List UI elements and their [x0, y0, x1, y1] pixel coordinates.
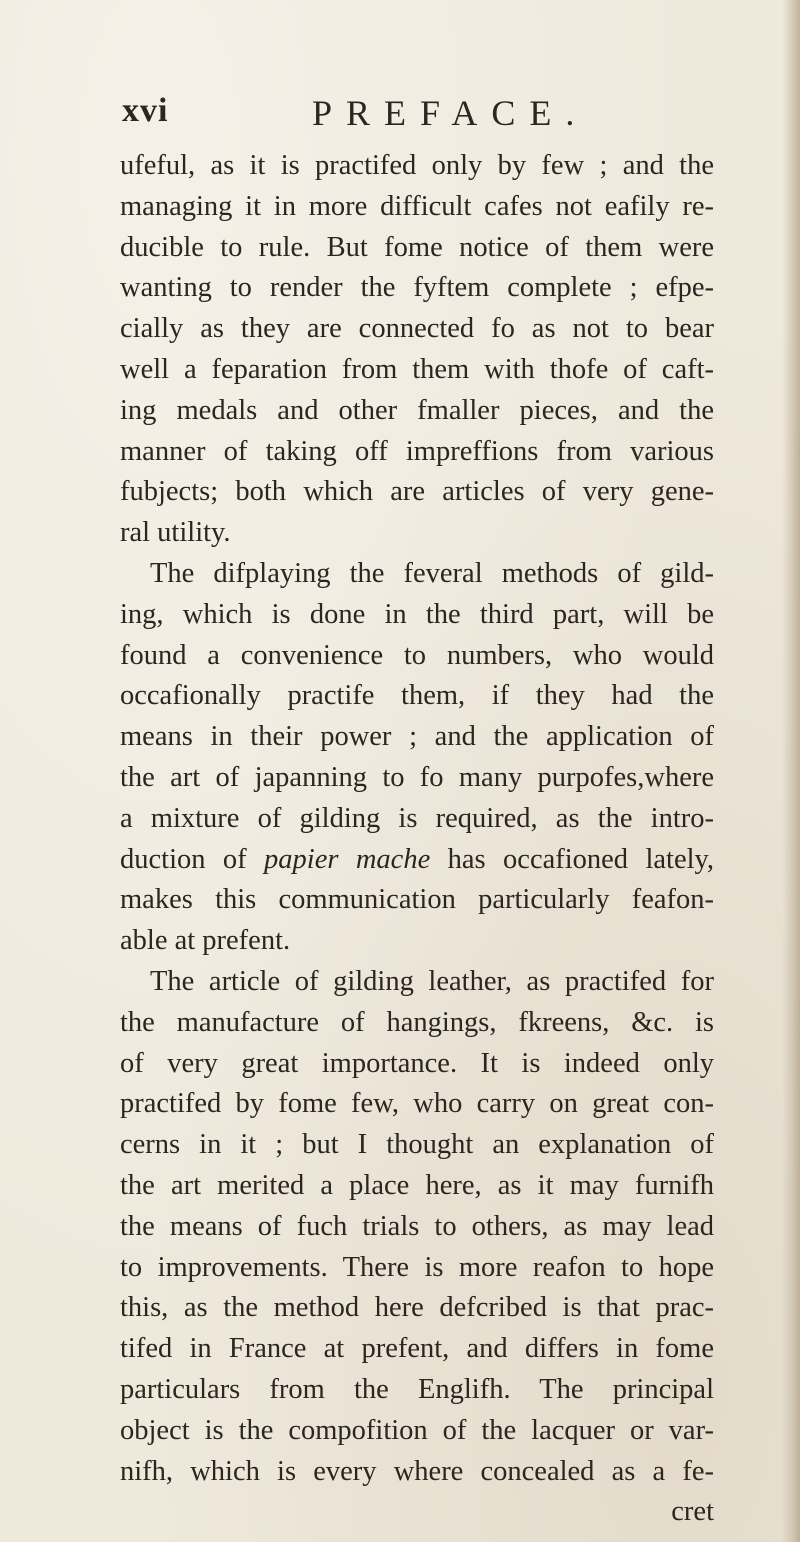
page-header — [122, 92, 682, 142]
text-line: nifh, which is every where concealed as a fe- — [120, 1455, 714, 1487]
catchword: cret — [671, 1496, 714, 1528]
text-segment: has occafioned lately, — [447, 843, 715, 875]
text-line: fubjects; both which are articles of very gene- — [120, 476, 714, 508]
text-line: means in their power ; and the application of — [120, 721, 714, 753]
text-line: managing it in more difficult cafes not eafily re- — [120, 190, 714, 222]
text-line: makes this communication particularly feafon- — [120, 884, 714, 916]
text-segment: duction of — [120, 843, 247, 875]
text-line: well a feparation from them with thofe of caft- — [120, 353, 714, 385]
page-number: xvi — [122, 92, 169, 129]
text-line: ing medals and other fmaller pieces, and the — [120, 394, 714, 426]
text-line: the art merited a place here, as it may furnifh — [120, 1169, 714, 1201]
text-line: ral utility. — [120, 517, 231, 549]
text-line: tifed in France at prefent, and differs in fome — [120, 1333, 714, 1365]
page-edge-shadow — [782, 0, 800, 1542]
text-line: the manufacture of hangings, fkreens, &c. is — [120, 1006, 714, 1038]
text-line: this, as the method here defcribed is that prac- — [120, 1292, 714, 1324]
text-line: the means of fuch trials to others, as may lead — [120, 1210, 714, 1242]
text-line: the art of japanning to fo many purpofes,where — [120, 761, 714, 793]
text-line: wanting to render the fyftem complete ; efpe- — [120, 272, 714, 304]
paragraph-start-line: The difplaying the feveral methods of gild- — [150, 557, 714, 589]
italic-term: papier mache — [264, 843, 431, 875]
text-line: a mixture of gilding is required, as the intro- — [120, 802, 714, 834]
text-line-with-italic — [120, 840, 714, 881]
text-line: object is the compofition of the lacquer or var- — [120, 1414, 714, 1446]
running-head: PREFACE. — [312, 93, 589, 133]
text-line: practifed by fome few, who carry on great con- — [120, 1088, 714, 1120]
paragraph-start-line: The article of gilding leather, as practifed for — [150, 965, 714, 997]
text-line: ufeful, as it is practifed only by few ; and the — [120, 150, 714, 181]
text-line: able at prefent. — [120, 925, 291, 957]
text-line: occafionally practife them, if they had the — [120, 680, 714, 712]
text-line: particulars from the Englifh. The principal — [120, 1373, 714, 1405]
text-line: ducible to rule. But fome notice of them were — [120, 231, 714, 263]
text-line: ing, which is done in the third part, will be — [120, 598, 714, 630]
text-line: to improvements. There is more reafon to hope — [120, 1251, 714, 1283]
body-text — [120, 146, 714, 1533]
text-line: found a convenience to numbers, who would — [120, 639, 714, 671]
text-line: of very great importance. It is indeed only — [120, 1047, 714, 1079]
text-line: manner of taking off impreffions from various — [120, 435, 714, 467]
text-line: cerns in it ; but I thought an explanation of — [120, 1129, 714, 1161]
text-line: cially as they are connected fo as not to bear — [120, 313, 714, 345]
